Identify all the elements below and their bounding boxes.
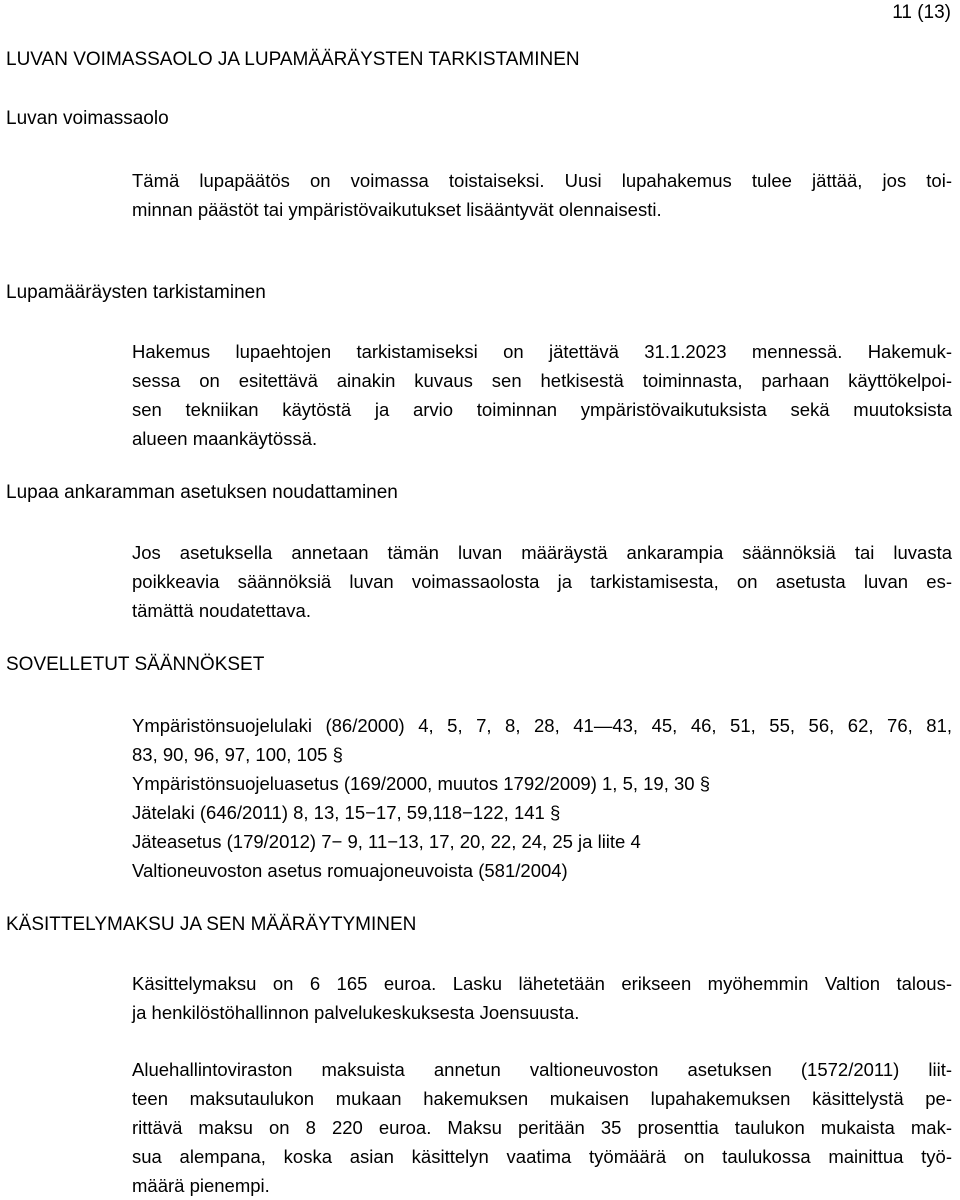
heading-applied-regulations: SOVELLETUT SÄÄNNÖKSET: [6, 654, 265, 675]
text-line: minnan päästöt tai ympäristövaikutukset lisääntyvät olennaisesti.: [132, 199, 662, 220]
paragraph-review: [132, 337, 952, 453]
text-line: sen tekniikan käytöstä ja arvio toiminnan ympäristövaikutuksista sekä muutoksista: [132, 399, 952, 420]
list-item: [132, 798, 952, 827]
text-line: Aluehallintoviraston maksuista annetun valtioneuvoston asetuksen (1572/2011) liit-: [132, 1059, 952, 1080]
text-line: sua alempana, koska asian käsittelyn vaatima työmäärä on taulukossa mainittua työ-: [132, 1146, 952, 1167]
list-item: [132, 711, 952, 769]
text-line: Jäteasetus (179/2012) 7− 9, 11−13, 17, 20, 22, 24, 25 ja liite 4: [132, 831, 641, 852]
paragraph-fee-basis: [132, 1055, 952, 1200]
regulations-list: [132, 711, 952, 885]
text-line: ja henkilöstöhallinnon palvelukeskuksesta Joensuusta.: [132, 1002, 580, 1023]
text-line: poikkeavia säännöksiä luvan voimassaolosta ja tarkistamisesta, on asetusta luvan es-: [132, 571, 952, 592]
text-line: teen maksutaulukon mukaan hakemuksen mukaisen lupahakemuksen käsittelystä pe-: [132, 1088, 952, 1109]
paragraph-fee-amount: [132, 969, 952, 1027]
text-line: Jätelaki (646/2011) 8, 13, 15−17, 59,118−122, 141 §: [132, 802, 561, 823]
list-item: [132, 769, 952, 798]
text-line: Ympäristönsuojelulaki (86/2000) 4, 5, 7, 8, 28, 41—43, 45, 46, 51, 55, 56, 62, 76, 81,: [132, 715, 952, 736]
text-line: sessa on esitettävä ainakin kuvaus sen hetkisestä toiminnasta, parhaan käyttökelpoi-: [132, 370, 952, 391]
paragraph-validity: [132, 166, 952, 224]
text-line: Hakemus lupaehtojen tarkistamiseksi on jätettävä 31.1.2023 mennessä. Hakemuk-: [132, 341, 952, 362]
text-line: Käsittelymaksu on 6 165 euroa. Lasku lähetetään erikseen myöhemmin Valtion talous-: [132, 973, 952, 994]
subheading-review: Lupamääräysten tarkistaminen: [6, 282, 266, 303]
text-line: Jos asetuksella annetaan tämän luvan määräystä ankarampia säännöksiä tai luvasta: [132, 542, 952, 563]
heading-validity-and-review: LUVAN VOIMASSAOLO JA LUPAMÄÄRÄYSTEN TARKISTAMINEN: [6, 49, 580, 70]
text-line: rittävä maksu on 8 220 euroa. Maksu peritään 35 prosenttia taulukon mukaista mak-: [132, 1117, 952, 1138]
text-line: määrä pienempi.: [132, 1175, 270, 1196]
list-item: [132, 856, 952, 885]
list-item: [132, 827, 952, 856]
text-line: Valtioneuvoston asetus romuajoneuvoista (581/2004): [132, 860, 568, 881]
text-line: alueen maankäytössä.: [132, 428, 318, 449]
text-line: tämättä noudatettava.: [132, 600, 311, 621]
subheading-stricter-decree: Lupaa ankaramman asetuksen noudattaminen: [6, 482, 398, 503]
subheading-validity: Luvan voimassaolo: [6, 108, 169, 129]
text-line: Tämä lupapäätös on voimassa toistaiseksi. Uusi lupahakemus tulee jättää, jos toi-: [132, 170, 952, 191]
paragraph-stricter-decree: [132, 538, 952, 625]
text-line: 83, 90, 96, 97, 100, 105 §: [132, 744, 343, 765]
heading-processing-fee: KÄSITTELYMAKSU JA SEN MÄÄRÄYTYMINEN: [6, 914, 417, 935]
page-number: 11 (13): [892, 2, 951, 23]
text-line: Ympäristönsuojeluasetus (169/2000, muutos 1792/2009) 1, 5, 19, 30 §: [132, 773, 710, 794]
